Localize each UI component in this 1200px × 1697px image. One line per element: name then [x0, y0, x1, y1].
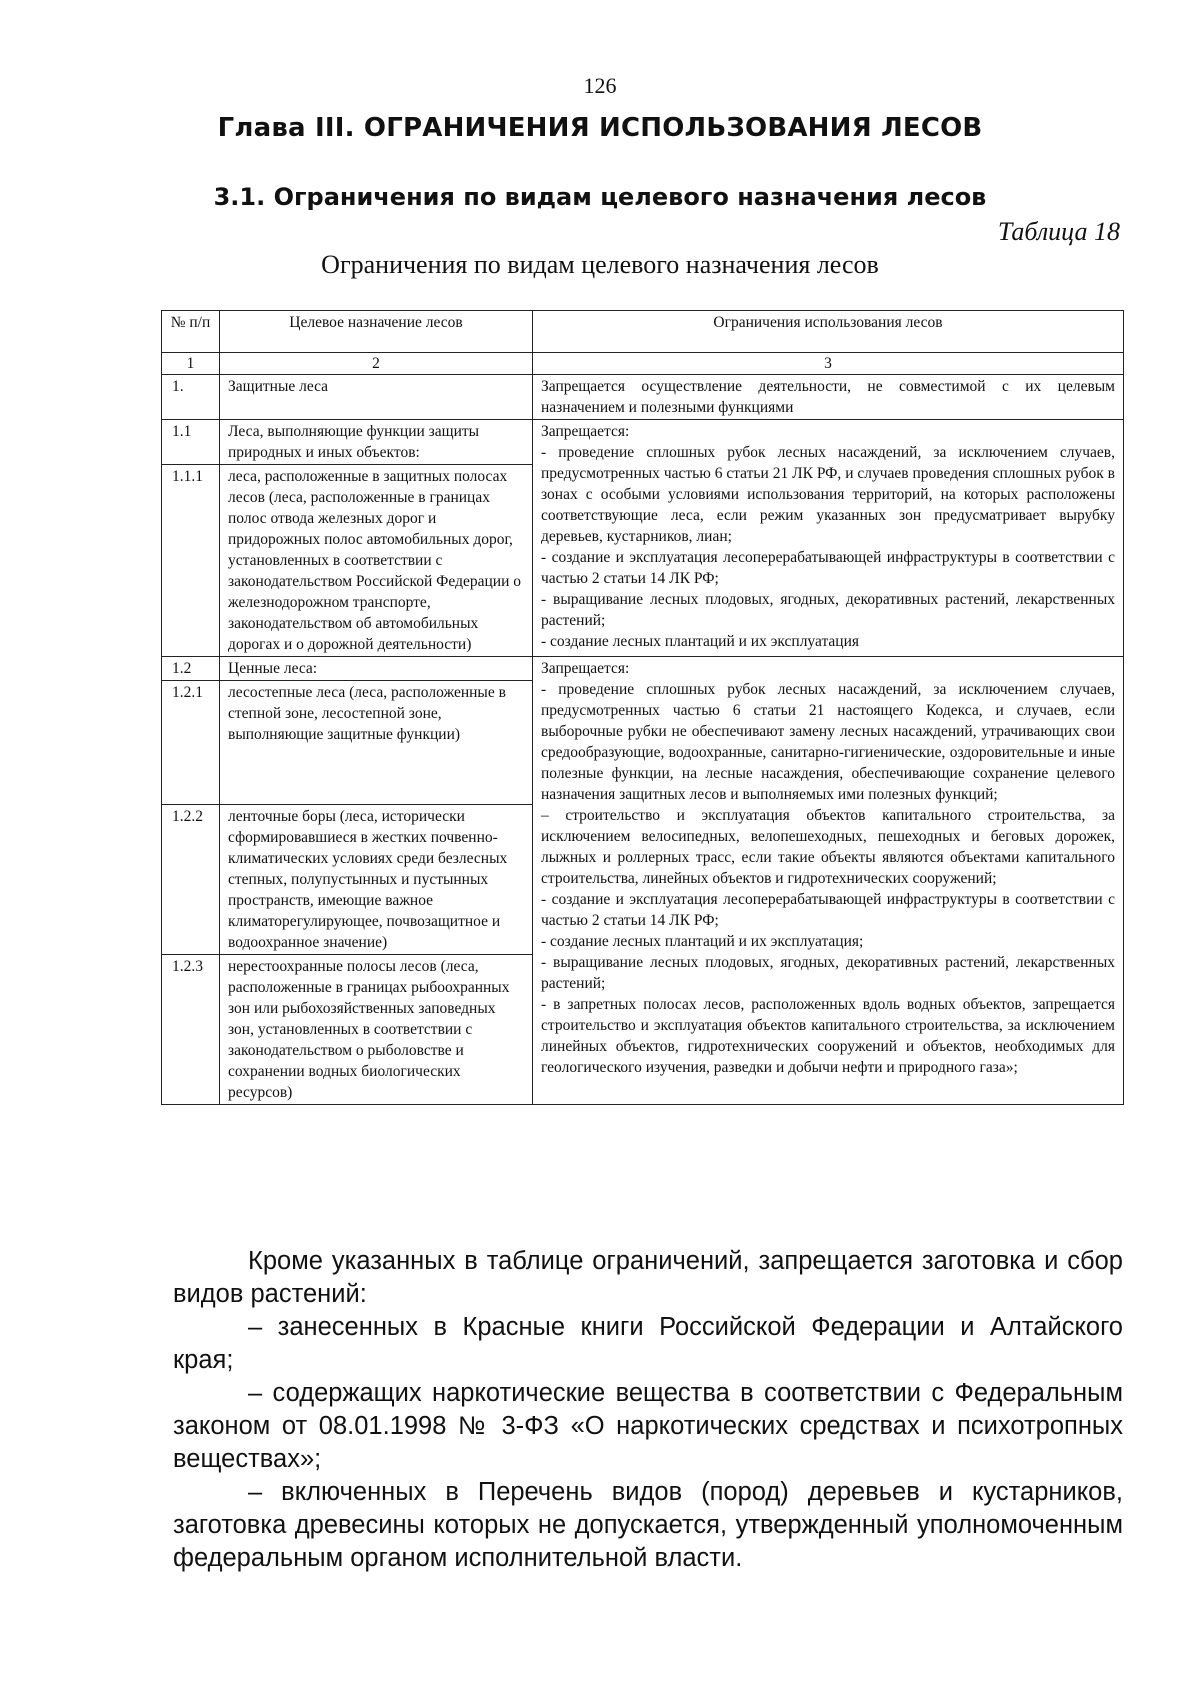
table-caption: Ограничения по видам целевого назначения лесов — [321, 250, 879, 279]
row-number: 1. — [162, 375, 220, 420]
column-number: 3 — [533, 353, 1124, 375]
restriction-line: - в запретных полосах лесов, расположенных вдоль водных объектов, запрещается строительство и эксплуатация объектов капитального строительства, за исключением линейных объектов, гидротехнических сооружений и объектов, необходимых для геологического изучения, разведки и добычи нефти и природного газа»; — [541, 996, 1115, 1076]
page-number: 126 — [583, 73, 617, 98]
row-restrictions — [533, 657, 1124, 1105]
header-number: № п/п — [162, 311, 220, 353]
restriction-line: - выращивание лесных плодовых, ягодных, декоративных растений, лекарственных растений; — [541, 954, 1115, 992]
restriction-line: Запрещается: — [541, 423, 630, 440]
body-list-item: – включенных в Перечень видов (пород) деревьев и кустарников, заготовка древесины которых не допускается, утвержденный уполномоченным федеральным органом исполнительной власти. — [173, 1478, 1123, 1572]
row-restrictions — [533, 420, 1124, 657]
restriction-line: - создание лесных плантаций и их эксплуатация; — [541, 933, 864, 950]
table-row — [162, 375, 1124, 420]
row-purpose: леса, расположенные в защитных полосах лесов (леса, расположенные в границах полос отвода железных дорог и придорожных полос автомобильных дорог, установленных в соответствии с законодательством Российской Федерации о железнодорожном транспорте, законодательством об автомобильных дорогах и о дорожной деятельности) — [220, 465, 533, 657]
column-number: 1 — [162, 353, 220, 375]
row-number: 1.1.1 — [162, 465, 220, 657]
row-purpose: ленточные боры (леса, исторически сформировавшиеся в жестких почвенно-климатических условиях среди безлесных степных, полупустынных и пустынных пространств, имеющие важное климаторегулирующее, почвозащитное и водоохранное значение) — [220, 805, 533, 955]
body-list-item: – занесенных в Красные книги Российской Федерации и Алтайского края; — [173, 1313, 1123, 1374]
restriction-line: - создание и эксплуатация лесоперерабатывающей инфраструктуры в соответствии с частью 2 статьи 14 ЛК РФ; — [541, 549, 1115, 587]
restriction-line: - проведение сплошных рубок лесных насаждений, за исключением случаев, предусмотренных частью 6 статьи 21 настоящего Кодекса, и случаев, если выборочные рубки не обеспечивают замену лесных насаждений, утрачивающих свои средообразующие, водоохранные, санитарно-гигиенические, оздоровительные и иные полезные функции, на лесные насаждения, обеспечивающие сохранение целевого назначения защитных лесов и выполняемых ими полезных функций; — [541, 681, 1115, 803]
column-number: 2 — [220, 353, 533, 375]
restriction-line: - проведение сплошных рубок лесных насаждений, за исключением случаев, предусмотренных частью 6 статьи 21 ЛК РФ, и случаев проведения сплошных рубок в зонах с особыми условиями использования территорий, на которых расположены соответствующие леса, если режим указанных зон предусматривает вырубку деревьев, кустарников, лиан; — [541, 444, 1115, 545]
row-purpose: Ценные леса: — [220, 657, 533, 681]
restriction-line: – строительство и эксплуатация объектов капитального строительства, за исключением велосипедных, велопешеходных, пешеходных и беговых дорожек, лыжных и роллерных трасс, если такие объекты являются объектами капитального строительства, линейных объектов и гидротехнических сооружений; — [541, 807, 1115, 887]
table-header-row — [162, 311, 1124, 353]
chapter-title: Глава III. ОГРАНИЧЕНИЯ ИСПОЛЬЗОВАНИЯ ЛЕСОВ — [217, 113, 983, 143]
body-list-item: – содержащих наркотические вещества в соответствии с Федеральным законом от 08.01.1998 № 3-ФЗ «О наркотических средствах и психотропных веществах»; — [173, 1379, 1123, 1473]
row-purpose: Защитные леса — [220, 375, 533, 420]
header-restrictions: Ограничения использования лесов — [533, 311, 1124, 353]
row-purpose: нерестоохранные полосы лесов (леса, расположенные в границах рыбоохранных зон или рыбохозяйственных заповедных зон, установленных в соответствии с законодательством о рыболовстве и сохранении водных биологических ресурсов) — [220, 955, 533, 1105]
body-paragraph: Кроме указанных в таблице ограничений, запрещается заготовка и сбор видов растений: — [173, 1247, 1123, 1308]
restriction-line: - выращивание лесных плодовых, ягодных, декоративных растений, лекарственных растений; — [541, 591, 1115, 629]
column-number-row — [162, 353, 1124, 375]
table-row — [162, 420, 1124, 465]
restrictions-table — [161, 310, 1124, 1105]
restriction-line: - создание лесных плантаций и их эксплуатация — [541, 633, 860, 650]
row-restrictions: Запрещается осуществление деятельности, не совместимой с их целевым назначением и полезными функциями — [533, 375, 1124, 420]
row-number: 1.2 — [162, 657, 220, 681]
restrictions-table-wrapper — [161, 310, 1123, 1105]
restriction-line: - создание и эксплуатация лесоперерабатывающей инфраструктуры в соответствии с частью 2 статьи 14 ЛК РФ; — [541, 891, 1115, 929]
restriction-line: Запрещается: — [541, 660, 630, 677]
row-number: 1.1 — [162, 420, 220, 465]
row-number: 1.2.1 — [162, 681, 220, 805]
table-row — [162, 657, 1124, 681]
table-label: Таблица 18 — [997, 217, 1120, 246]
header-purpose: Целевое назначение лесов — [220, 311, 533, 353]
row-purpose: Леса, выполняющие функции защиты природных и иных объектов: — [220, 420, 533, 465]
row-purpose: лесостепные леса (леса, расположенные в степной зоне, лесостепной зоне, выполняющие защитные функции) — [220, 681, 533, 805]
row-number: 1.2.2 — [162, 805, 220, 955]
body-text — [173, 1245, 1123, 1575]
section-title: 3.1. Ограничения по видам целевого назначения лесов — [213, 183, 987, 211]
row-number: 1.2.3 — [162, 955, 220, 1105]
